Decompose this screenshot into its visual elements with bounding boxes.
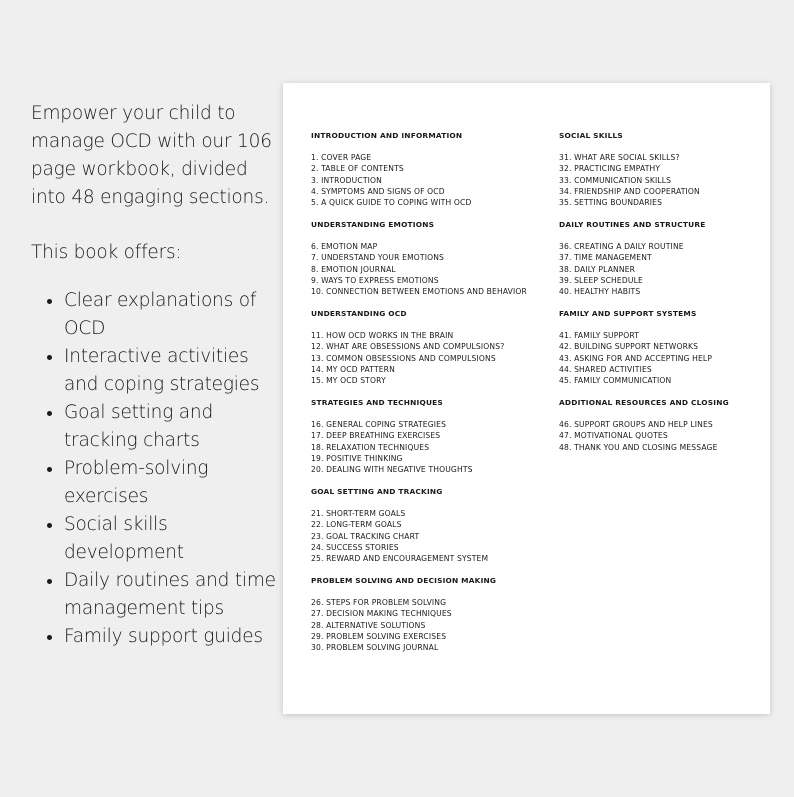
toc-item: 2. TABLE OF CONTENTS bbox=[311, 164, 404, 174]
toc-item: 42. BUILDING SUPPORT NETWORKS bbox=[559, 342, 699, 352]
toc-section bbox=[559, 131, 764, 208]
toc-item: 35. SETTING BOUNDARIES bbox=[559, 198, 663, 208]
intro-text: Empower your child to manage OCD with our 106 page workbook, divided into 48 engaging sections. bbox=[31, 103, 272, 208]
toc-item: 47. MOTIVATIONAL QUOTES bbox=[559, 431, 668, 441]
toc-item: 11. HOW OCD WORKS IN THE BRAIN bbox=[311, 330, 454, 340]
toc-item: 18. RELAXATION TECHNIQUES bbox=[311, 442, 430, 452]
toc-column-1 bbox=[311, 131, 556, 665]
toc-item: 23. GOAL TRACKING CHART bbox=[311, 531, 420, 541]
toc-section bbox=[559, 398, 764, 453]
toc-item: 14. MY OCD PATTERN bbox=[311, 364, 395, 374]
benefit-item: Daily routines and time management tips bbox=[47, 567, 276, 623]
toc-item: 41. FAMILY SUPPORT bbox=[559, 330, 639, 340]
toc-item: 43. ASKING FOR AND ACCEPTING HELP bbox=[559, 353, 713, 363]
benefit-item: Clear explanations of OCD bbox=[47, 287, 276, 343]
toc-item: 39. SLEEP SCHEDULE bbox=[559, 275, 643, 285]
toc-item: 34. FRIENDSHIP AND COOPERATION bbox=[559, 186, 700, 196]
toc-item: 20. DEALING WITH NEGATIVE THOUGHTS bbox=[311, 465, 473, 475]
toc-section-title: STRATEGIES AND TECHNIQUES bbox=[311, 397, 443, 407]
toc-section bbox=[311, 576, 556, 653]
toc-section bbox=[559, 309, 764, 386]
toc-item: 12. WHAT ARE OBSESSIONS AND COMPULSIONS? bbox=[311, 342, 505, 352]
toc-item: 5. A QUICK GUIDE TO COPING WITH OCD bbox=[311, 198, 472, 208]
toc-item: 24. SUCCESS STORIES bbox=[311, 542, 399, 552]
toc-section bbox=[311, 131, 556, 208]
toc-item: 6. EMOTION MAP bbox=[311, 241, 378, 251]
toc-section-title: GOAL SETTING AND TRACKING bbox=[311, 486, 443, 496]
toc-section-title: ADDITIONAL RESOURCES AND CLOSING bbox=[559, 397, 729, 407]
toc-section-title: INTRODUCTION AND INFORMATION bbox=[311, 131, 463, 140]
toc-item: 15. MY OCD STORY bbox=[311, 376, 386, 386]
toc-item: 26. STEPS FOR PROBLEM SOLVING bbox=[311, 597, 447, 607]
offers-label: This book offers: bbox=[31, 242, 182, 263]
toc-item: 31. WHAT ARE SOCIAL SKILLS? bbox=[559, 153, 680, 162]
benefit-item: Interactive activities and coping strategies bbox=[47, 343, 276, 399]
toc-section bbox=[559, 220, 764, 297]
toc-section-title: DAILY ROUTINES AND STRUCTURE bbox=[559, 219, 706, 229]
toc-item: 10. CONNECTION BETWEEN EMOTIONS AND BEHAVIOR bbox=[311, 287, 527, 297]
toc-item: 25. REWARD AND ENCOURAGEMENT SYSTEM bbox=[311, 554, 489, 564]
toc-item: 13. COMMON OBSESSIONS AND COMPULSIONS bbox=[311, 353, 496, 363]
toc-item: 1. COVER PAGE bbox=[311, 153, 372, 162]
toc-section-title: FAMILY AND SUPPORT SYSTEMS bbox=[559, 308, 697, 318]
toc-item: 17. DEEP BREATHING EXERCISES bbox=[311, 431, 441, 441]
toc-section-title: PROBLEM SOLVING AND DECISION MAKING bbox=[311, 575, 497, 585]
toc-item: 21. SHORT-TERM GOALS bbox=[311, 508, 406, 518]
toc-item: 36. CREATING A DAILY ROUTINE bbox=[559, 241, 684, 251]
toc-item: 27. DECISION MAKING TECHNIQUES bbox=[311, 609, 452, 619]
benefits-list bbox=[31, 287, 276, 651]
toc-item: 45. FAMILY COMMUNICATION bbox=[559, 376, 672, 386]
toc-section bbox=[311, 398, 556, 475]
toc-item: 8. EMOTION JOURNAL bbox=[311, 264, 396, 274]
toc-section bbox=[311, 487, 556, 564]
toc-item: 44. SHARED ACTIVITIES bbox=[559, 364, 652, 374]
toc-column-2 bbox=[559, 131, 764, 464]
toc-item: 48. THANK YOU AND CLOSING MESSAGE bbox=[559, 442, 718, 452]
toc-section-title: UNDERSTANDING OCD bbox=[311, 308, 407, 318]
benefit-item: Social skills development bbox=[47, 511, 276, 567]
toc-item: 9. WAYS TO EXPRESS EMOTIONS bbox=[311, 275, 439, 285]
toc-item: 3. INTRODUCTION bbox=[311, 175, 382, 185]
toc-item: 46. SUPPORT GROUPS AND HELP LINES bbox=[559, 419, 713, 429]
benefit-item: Goal setting and tracking charts bbox=[47, 399, 276, 455]
toc-item: 33. COMMUNICATION SKILLS bbox=[559, 175, 672, 185]
toc-section-title: SOCIAL SKILLS bbox=[559, 131, 623, 140]
toc-item: 19. POSITIVE THINKING bbox=[311, 453, 403, 463]
toc-item: 4. SYMPTOMS AND SIGNS OF OCD bbox=[311, 186, 445, 196]
toc-section bbox=[311, 309, 556, 386]
toc-section bbox=[311, 220, 556, 297]
toc-item: 30. PROBLEM SOLVING JOURNAL bbox=[311, 643, 439, 653]
promo-text-panel bbox=[31, 100, 276, 651]
toc-section-title: UNDERSTANDING EMOTIONS bbox=[311, 219, 435, 229]
table-of-contents-page bbox=[283, 83, 770, 714]
benefit-item: Family support guides bbox=[47, 623, 276, 651]
benefit-item: Problem-solving exercises bbox=[47, 455, 276, 511]
toc-item: 29. PROBLEM SOLVING EXERCISES bbox=[311, 631, 447, 641]
toc-item: 16. GENERAL COPING STRATEGIES bbox=[311, 419, 447, 429]
toc-item: 7. UNDERSTAND YOUR EMOTIONS bbox=[311, 253, 445, 263]
toc-item: 40. HEALTHY HABITS bbox=[559, 287, 641, 297]
toc-item: 28. ALTERNATIVE SOLUTIONS bbox=[311, 620, 426, 630]
toc-item: 32. PRACTICING EMPATHY bbox=[559, 164, 661, 174]
toc-item: 22. LONG-TERM GOALS bbox=[311, 520, 402, 530]
toc-item: 37. TIME MANAGEMENT bbox=[559, 253, 652, 263]
toc-item: 38. DAILY PLANNER bbox=[559, 264, 636, 274]
